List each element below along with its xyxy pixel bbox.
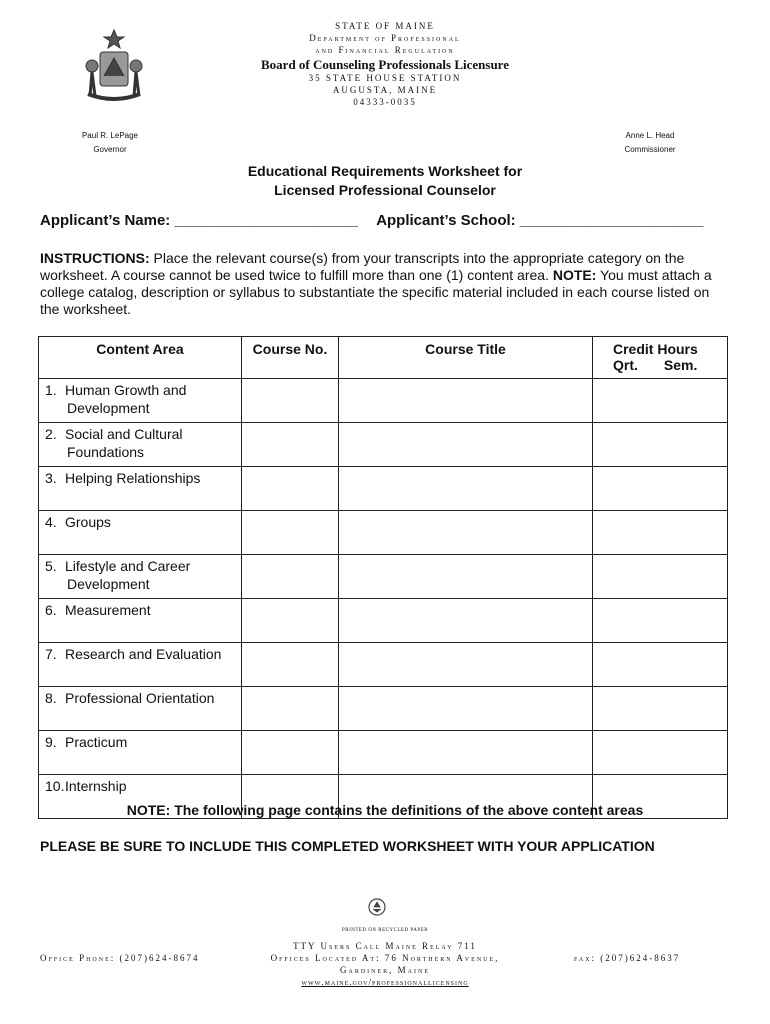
content-area-number: 2. xyxy=(45,426,57,442)
content-area-label: Helping Relationships xyxy=(65,470,201,486)
course-title-input-cell[interactable] xyxy=(339,423,593,467)
content-area-label: Research and Evaluation xyxy=(65,646,222,662)
instructions-label: INSTRUCTIONS: xyxy=(40,250,150,266)
content-area-number: 9. xyxy=(45,734,57,750)
table-row xyxy=(39,687,728,731)
course-title-input-cell[interactable] xyxy=(339,511,593,555)
credit-hours-input-cell[interactable] xyxy=(593,511,728,555)
table-row xyxy=(39,379,728,423)
commissioner-name: Anne L. Head xyxy=(625,131,675,140)
course-title-input-cell[interactable] xyxy=(339,555,593,599)
content-area-number: 1. xyxy=(45,382,57,398)
content-area-number: 6. xyxy=(45,602,57,618)
content-area-label-continued: Foundations xyxy=(67,444,145,460)
content-area-label: Measurement xyxy=(65,602,151,618)
content-area-label: Lifestyle and Career xyxy=(65,558,191,574)
department-line-2: and Financial Regulation xyxy=(315,45,455,55)
content-area-cell xyxy=(39,467,242,511)
content-area-number: 10. xyxy=(45,778,65,794)
definitions-note: NOTE: The following page contains the definitions of the above content areas xyxy=(126,802,644,818)
content-area-label: Social and Cultural xyxy=(65,426,183,442)
course-title-input-cell[interactable] xyxy=(339,687,593,731)
course-no-input-cell[interactable] xyxy=(242,687,339,731)
credit-hours-input-cell[interactable] xyxy=(593,423,728,467)
table-row xyxy=(39,599,728,643)
course-no-input-cell[interactable] xyxy=(242,511,339,555)
table-row xyxy=(39,511,728,555)
course-no-input-cell[interactable] xyxy=(242,467,339,511)
office-city: Gardiner, Maine xyxy=(340,965,430,975)
content-area-label-continued: Development xyxy=(67,576,150,592)
course-title-input-cell[interactable] xyxy=(339,379,593,423)
worksheet-title-line-2: Licensed Professional Counselor xyxy=(274,182,496,198)
course-no-input-cell[interactable] xyxy=(242,731,339,775)
course-title-input-cell[interactable] xyxy=(339,643,593,687)
course-title-input-cell[interactable] xyxy=(339,599,593,643)
recycle-icon xyxy=(368,898,386,916)
content-area-cell xyxy=(39,423,242,467)
footer-center xyxy=(0,940,770,988)
course-title-input-cell[interactable] xyxy=(339,467,593,511)
content-area-label: Professional Orientation xyxy=(65,690,215,706)
content-area-cell xyxy=(39,731,242,775)
commissioner-block xyxy=(610,130,690,156)
tty-relay: TTY Users Call Maine Relay 711 xyxy=(293,941,477,951)
content-area-cell xyxy=(39,599,242,643)
office-location: Offices Located At: 76 Northern Avenue, xyxy=(270,953,500,963)
office-phone: Office Phone: (207)624-8674 xyxy=(40,953,200,963)
content-area-number: 3. xyxy=(45,470,57,486)
table-row xyxy=(39,731,728,775)
credit-hours-input-cell[interactable] xyxy=(593,555,728,599)
applicant-name-field[interactable]: Applicant’s Name: ______________________ xyxy=(40,212,359,229)
content-area-cell xyxy=(39,511,242,555)
instructions xyxy=(40,250,730,318)
instructions-text-1: Place the relevant course(s) from your transcripts into the appropriate category on the worksheet. A course cannot be used twice to fulfill more than one (1) content area. xyxy=(40,250,685,283)
table-row xyxy=(39,423,728,467)
address-line-1: 35 STATE HOUSE STATION xyxy=(308,73,462,83)
content-area-label: Practicum xyxy=(65,734,128,750)
governor-block xyxy=(70,130,150,156)
zip-code: 04333-0035 xyxy=(353,97,417,107)
content-area-number: 8. xyxy=(45,690,57,706)
header-content-area: Content Area xyxy=(39,337,242,379)
applicant-fields xyxy=(40,212,730,229)
table-header-row xyxy=(39,337,728,379)
content-area-label: Internship xyxy=(65,778,127,794)
content-area-cell xyxy=(39,687,242,731)
instructions-text-2: You must attach a college catalog, description or syllabus to substantiate the specific material included in each course listed on the worksheet. xyxy=(40,267,712,317)
course-no-input-cell[interactable] xyxy=(242,423,339,467)
content-area-number: 5. xyxy=(45,558,57,574)
state-name: STATE OF MAINE xyxy=(335,21,435,31)
table-row xyxy=(39,643,728,687)
fax-number: fax: (207)624-8637 xyxy=(574,953,681,963)
content-area-cell xyxy=(39,643,242,687)
sem-label: Sem. xyxy=(663,357,698,373)
board-name: Board of Counseling Professionals Licensure xyxy=(261,57,509,72)
qrt-label: Qrt. xyxy=(613,357,638,373)
printed-on-recycled-paper: PRINTED ON RECYCLED PAPER xyxy=(341,928,429,933)
instructions-note-label: NOTE: xyxy=(552,267,597,283)
course-title-input-cell[interactable] xyxy=(339,731,593,775)
governor-title: Governor xyxy=(93,145,127,154)
content-area-number: 7. xyxy=(45,646,57,662)
credit-hours-label: Credit Hours xyxy=(613,341,698,357)
address-line-2: AUGUSTA, MAINE xyxy=(332,85,438,95)
content-area-cell xyxy=(39,379,242,423)
credit-hours-input-cell[interactable] xyxy=(593,643,728,687)
course-no-input-cell[interactable] xyxy=(242,555,339,599)
credit-hours-input-cell[interactable] xyxy=(593,467,728,511)
website-link[interactable]: www.maine.gov/professionallicensing xyxy=(301,977,469,987)
course-no-input-cell[interactable] xyxy=(242,379,339,423)
content-area-cell xyxy=(39,555,242,599)
credit-hours-input-cell[interactable] xyxy=(593,687,728,731)
applicant-school-field[interactable]: Applicant’s School: ______________________ xyxy=(376,212,704,229)
table-row xyxy=(39,555,728,599)
table-row xyxy=(39,467,728,511)
worksheet-table xyxy=(38,336,728,819)
governor-name: Paul R. LePage xyxy=(81,131,139,140)
header-course-title: Course Title xyxy=(339,337,593,379)
content-area-label: Groups xyxy=(65,514,111,530)
credit-hours-input-cell[interactable] xyxy=(593,379,728,423)
header-course-no: Course No. xyxy=(242,337,339,379)
worksheet-title-line-1: Educational Requirements Worksheet for xyxy=(247,163,523,179)
course-no-input-cell[interactable] xyxy=(242,599,339,643)
course-no-input-cell[interactable] xyxy=(242,643,339,687)
credit-hours-input-cell[interactable] xyxy=(593,599,728,643)
content-area-label-continued: Development xyxy=(67,400,150,416)
credit-hours-input-cell[interactable] xyxy=(593,731,728,775)
header-credit-hours xyxy=(593,337,728,379)
content-area-number: 4. xyxy=(45,514,57,530)
include-worksheet-notice: PLEASE BE SURE TO INCLUDE THIS COMPLETED WORKSHEET WITH YOUR APPLICATION xyxy=(40,838,655,854)
department-line-1: Department of Professional xyxy=(309,33,461,43)
commissioner-title: Commissioner xyxy=(624,145,676,154)
content-area-label: Human Growth and xyxy=(65,382,187,398)
